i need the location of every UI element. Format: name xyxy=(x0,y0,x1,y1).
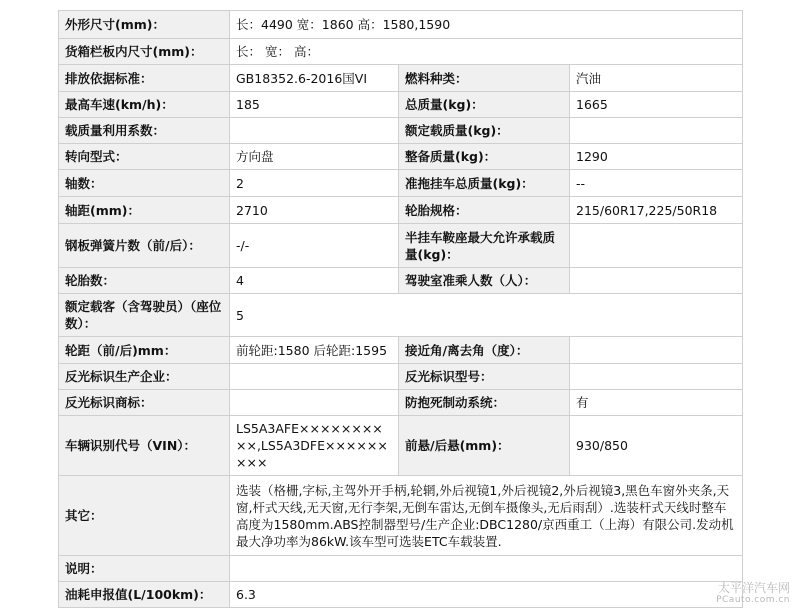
approach-angle-label: 接近角/离去角（度）： xyxy=(399,337,570,364)
load-coefficient-label: 载质量利用系数： xyxy=(59,118,230,144)
table-row xyxy=(59,92,743,118)
other-value: 选装（格栅,字标,主驾外开手柄,轮辋,外后视镜1,外后视镜2,外后视镜3,黑色车窗外夹条,天窗,杆式天线,无天窗,无行李架,无倒车雷达,无倒车摄像头,无后雨刮）.选装杆式天线时整车高度为1580mm.ABS控制器型号/生产企业:DBC1280/京西重工（上海）有限公司.发动机最大净功率为86kW.该车型可选装ETC车载装置. xyxy=(230,476,743,556)
rated-load-value xyxy=(570,118,743,144)
total-mass-label: 总质量(kg)： xyxy=(399,92,570,118)
table-row xyxy=(59,556,743,582)
tire-spec-label: 轮胎规格： xyxy=(399,197,570,224)
emission-standard-value: GB18352.6-2016国VI xyxy=(230,65,399,92)
track-value: 前轮距:1580 后轮距:1595 xyxy=(230,337,399,364)
curb-mass-label: 整备质量(kg)： xyxy=(399,144,570,170)
leaf-spring-label: 钢板弹簧片数（前/后）： xyxy=(59,224,230,268)
watermark-sub: PCauto.com.cn xyxy=(716,595,790,605)
watermark-main: 太平洋汽车网 xyxy=(717,581,790,595)
table-row xyxy=(59,476,743,556)
wheelbase-label: 轴距(mm)： xyxy=(59,197,230,224)
passenger-capacity-label: 额定载客（含驾驶员）（座位数）： xyxy=(59,294,230,337)
reflector-model-label: 反光标识型号： xyxy=(399,364,570,390)
other-label: 其它： xyxy=(59,476,230,556)
note-value xyxy=(230,556,743,582)
wheelbase-value: 2710 xyxy=(230,197,399,224)
fuel-type-value: 汽油 xyxy=(570,65,743,92)
track-label: 轮距（前/后)mm： xyxy=(59,337,230,364)
table-row xyxy=(59,39,743,65)
tire-spec-value: 215/60R17,225/50R18 xyxy=(570,197,743,224)
table-row xyxy=(59,170,743,197)
dimensions-value: 长：4490 宽：1860 高：1580,1590 xyxy=(230,11,743,39)
vin-value: LS5A3AFE××××××××××,LS5A3DFE××××××××× xyxy=(230,416,399,476)
steering-type-label: 转向型式： xyxy=(59,144,230,170)
cargo-dimensions-value: 长： 宽： 高： xyxy=(230,39,743,65)
table-row xyxy=(59,268,743,294)
fuel-consumption-label: 油耗申报值(L/100km)： xyxy=(59,582,230,608)
reflector-model-value xyxy=(570,364,743,390)
abs-value: 有 xyxy=(570,390,743,416)
reflector-brand-label: 反光标识商标： xyxy=(59,390,230,416)
table-row xyxy=(59,118,743,144)
fuel-consumption-value: 6.3 xyxy=(230,582,743,608)
steering-type-value: 方向盘 xyxy=(230,144,399,170)
axle-count-label: 轴数： xyxy=(59,170,230,197)
spec-sheet xyxy=(58,10,742,608)
saddle-load-value xyxy=(570,224,743,268)
vin-label: 车辆识别代号（VIN）： xyxy=(59,416,230,476)
table-row xyxy=(59,294,743,337)
cargo-dimensions-label: 货箱栏板内尺寸(mm)： xyxy=(59,39,230,65)
table-row xyxy=(59,197,743,224)
tire-count-label: 轮胎数： xyxy=(59,268,230,294)
note-label: 说明： xyxy=(59,556,230,582)
cab-seats-label: 驾驶室准乘人数（人）： xyxy=(399,268,570,294)
emission-standard-label: 排放依据标准： xyxy=(59,65,230,92)
fuel-type-label: 燃料种类： xyxy=(399,65,570,92)
table-row xyxy=(59,224,743,268)
reflector-maker-value xyxy=(230,364,399,390)
max-speed-value: 185 xyxy=(230,92,399,118)
approach-angle-value xyxy=(570,337,743,364)
vehicle-spec-table xyxy=(58,10,743,608)
table-row xyxy=(59,337,743,364)
leaf-spring-value: -/- xyxy=(230,224,399,268)
overhang-value: 930/850 xyxy=(570,416,743,476)
table-row xyxy=(59,416,743,476)
table-row xyxy=(59,144,743,170)
axle-count-value: 2 xyxy=(230,170,399,197)
curb-mass-value: 1290 xyxy=(570,144,743,170)
reflector-brand-value xyxy=(230,390,399,416)
watermark xyxy=(716,582,790,606)
abs-label: 防抱死制动系统： xyxy=(399,390,570,416)
rated-load-label: 额定载质量(kg)： xyxy=(399,118,570,144)
tire-count-value: 4 xyxy=(230,268,399,294)
max-speed-label: 最高车速(km/h)： xyxy=(59,92,230,118)
passenger-capacity-value: 5 xyxy=(230,294,743,337)
reflector-maker-label: 反光标识生产企业： xyxy=(59,364,230,390)
table-row xyxy=(59,390,743,416)
dimensions-label: 外形尺寸(mm)： xyxy=(59,11,230,39)
load-coefficient-value xyxy=(230,118,399,144)
saddle-load-label: 半挂车鞍座最大允许承载质量(kg)： xyxy=(399,224,570,268)
cab-seats-value xyxy=(570,268,743,294)
table-row xyxy=(59,11,743,39)
overhang-label: 前悬/后悬(mm)： xyxy=(399,416,570,476)
trailer-mass-value: -- xyxy=(570,170,743,197)
trailer-mass-label: 准拖挂车总质量(kg)： xyxy=(399,170,570,197)
total-mass-value: 1665 xyxy=(570,92,743,118)
table-row xyxy=(59,582,743,608)
table-row xyxy=(59,364,743,390)
table-row xyxy=(59,65,743,92)
